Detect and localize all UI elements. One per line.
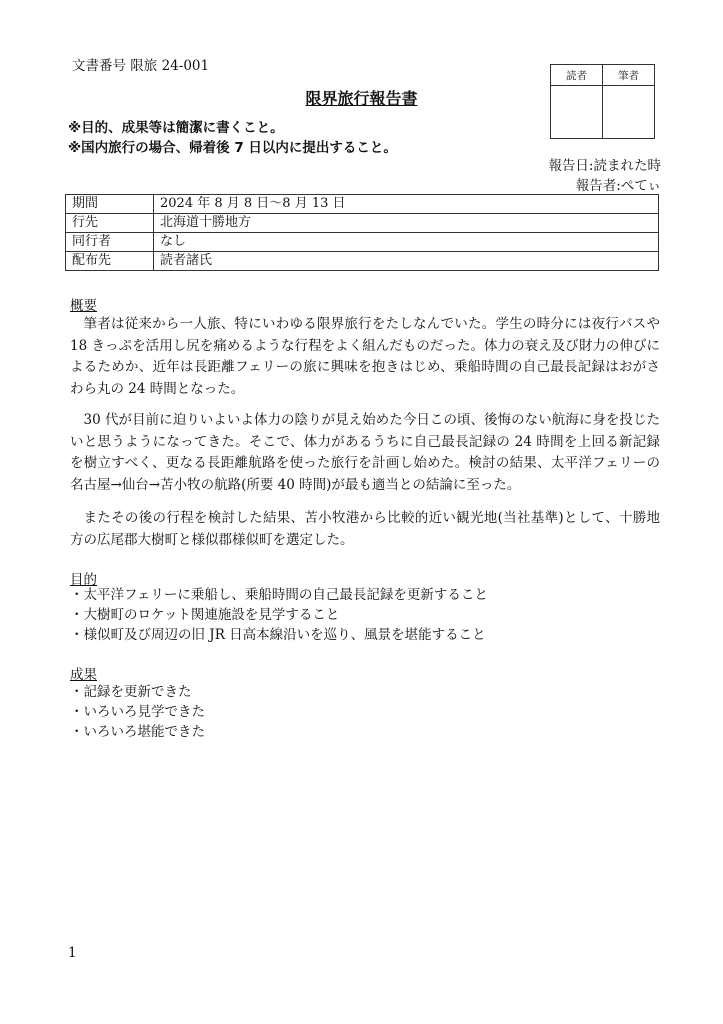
overview-paragraph: 30 代が目前に迫りいよいよ体力の陰りが見え始めた今日この頃、後悔のない航海に身を投じたいと思うようになってきた。そこで、体力があるうちに自己最長記録の 24 時間を上回る新記録を樹立すべく、更なる長距離航路を使った旅行を計画し始めた。検討の結果、太平洋フェリーの名古屋→仙台→苫小牧の航路(所要 40 時間)が最も適当との結論に至った。	[70, 412, 660, 493]
reporter: 報告者:ぺてぃ	[575, 178, 661, 194]
document-title: 限界旅行報告書	[305, 89, 418, 108]
note-item: ※国内旅行の場合、帰着後 7 日以内に提出すること。	[68, 140, 397, 156]
list-item: ・様似町及び周辺の旧 JR 日高本線沿いを巡り、風景を堪能すること	[70, 627, 486, 643]
list-item: ・いろいろ堪能できた	[70, 724, 205, 740]
purpose-heading: 目的	[70, 572, 97, 588]
table-value: なし	[154, 233, 659, 252]
table-label: 期間	[66, 195, 154, 214]
results-heading: 成果	[70, 667, 97, 683]
list-item: ・記録を更新できた	[70, 684, 192, 700]
table-row	[66, 195, 659, 214]
table-row	[66, 214, 659, 233]
info-table	[65, 194, 659, 271]
table-row	[66, 233, 659, 252]
table-label: 行先	[66, 214, 154, 233]
note-item: ※目的、成果等は簡潔に書くこと。	[68, 120, 284, 136]
table-value: 読者諸氏	[154, 252, 659, 271]
stamp-author-label: 筆者	[603, 65, 655, 86]
results-list	[70, 682, 205, 742]
page-number: 1	[68, 945, 77, 961]
stamp-reader-label: 読者	[551, 65, 603, 86]
document-number: 文書番号 限旅 24-001	[72, 58, 210, 74]
list-item: ・いろいろ見学できた	[70, 704, 205, 720]
table-row	[66, 252, 659, 271]
table-label: 同行者	[66, 233, 154, 252]
table-value: 2024 年 8 月 8 日～8 月 13 日	[154, 195, 659, 214]
report-date: 報告日:読まれた時	[548, 158, 661, 174]
table-value: 北海道十勝地方	[154, 214, 659, 233]
list-item: ・大樹町のロケット関連施設を見学すること	[70, 607, 340, 623]
list-item: ・太平洋フェリーに乗船し、乗船時間の自己最長記録を更新すること	[70, 587, 488, 603]
table-label: 配布先	[66, 252, 154, 271]
overview-heading: 概要	[70, 298, 97, 314]
notes	[68, 118, 397, 158]
overview-paragraph: またその後の行程を検討した結果、苫小牧港から比較的近い観光地(当社基準)として、十勝地方の広尾郡大樹町と様似郡様似町を選定した。	[70, 510, 660, 548]
overview-paragraph: 筆者は従来から一人旅、特にいわゆる限界旅行をたしなんでいた。学生の時分には夜行バスや 18 きっぷを活用し尻を痛めるような行程をよく組んだものだった。体力の衰え及び財力の伸びによるためか、近年は長距離フェリーの旅に興味を抱きはじめ、乗船時間の自己最長記録はおがさわら丸の 24 時間となった。	[70, 316, 660, 397]
purpose-list	[70, 585, 488, 645]
report-meta	[548, 156, 661, 196]
